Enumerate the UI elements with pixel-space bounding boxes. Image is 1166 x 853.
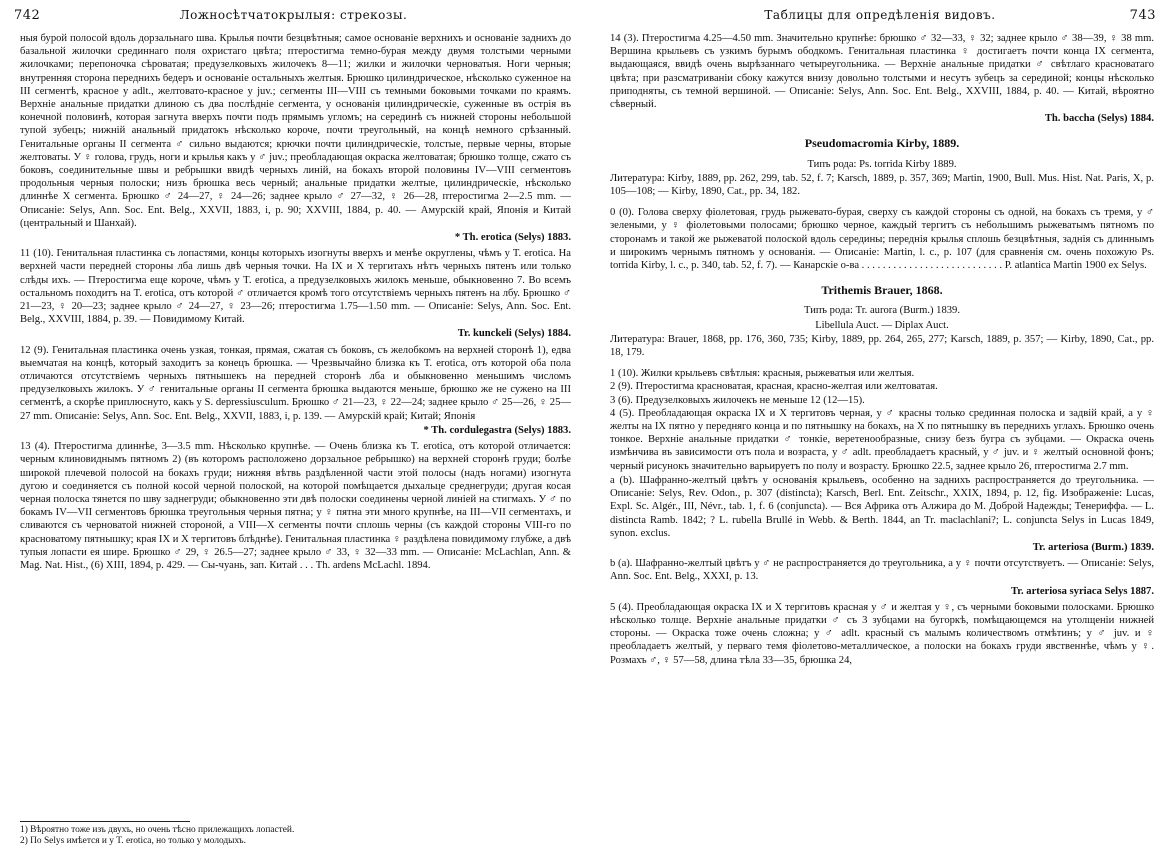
key-entry-a: a (b). Шафранно-желтый цвѣтъ у основанія крыльевъ, особенно на заднихъ распространяется до треугольника. — Описаніе: Selys, Rev. Odon., p. 307 (distincta); Karsch, Berl. Ent. Zeitschr., XXIX, 1894, p. 12, fig. Изображеніе: Lucas, Expl. Sc. Algér., III, Névr., tab. 1, f. 6 (conjuncta). — Вся Африка отъ Алжира до М. Доброй Надежды; Тенериффа. — L. distincta Ramb. 1842; ? L. rubella Brullé in Webb. & Berth. 1844, an Tr. maclachlani?; L. conjuncta Selys in Lucas 1849, synon. exclus.	[610, 474, 1154, 539]
pseudomacromia-entry: 0 (0). Голова сверху фіолетовая, грудь рыжевато-бурая, сверху съ каждой стороны съ одной, на бокахъ съ тремя, у ♂ зелеными, у ♀ фіолетовыми полосами; брюшко черное, каждый тергитъ съ небольшимъ рыжеватымъ пятномъ по сторонамъ и такой же рыжеватой полоской вдоль середины; переднія крылья сплошь безцвѣтныя, заднія съ длиннымъ и широкимъ чернымъ пятномъ у основанія. — Описаніе: Martin, l. c., p. 107 (для сравненія см. очень похожую Ps. torrida Kirby, l. c., p. 340, tab. 52, f. 7). — Канарскіе о-ва . . . . . . . . . . . . . . . . . . . . . . . . . . . P. atlantica Martin 1900 ex Selys.	[610, 207, 1154, 272]
right-page-header	[604, 8, 1156, 28]
key-entry-11: 11 (10). Генитальная пластинка съ лопастями, концы которыхъ изогнуты вверхъ и менѣе округлены, чѣмъ у T. erotica. На верхней части передней стороны лба лишь двѣ черныя точки. На IX и X тергитахъ нѣтъ черныхъ пятенъ или только слѣды ихъ. — Птеростигма еще короче, чѣмъ у T. erotica, а предузелковыхъ жилокъ меньше, обыкновенно 7. Во всемъ остальномъ походитъ на T. erotica, отъ которой ♂ отличается кромѣ того отсутствіемъ черныхъ пятенъ на лбу. Брюшко ♂ 21—23, ♀ 20—23; заднее крыло ♂ 24—27, ♀ 23—26; птеростигма 1.75—1.50 mm. — Описаніе: Selys, Ann. Soc. Ent. Belg., XXVIII, 1884, p. 39. — Повидимому Китай.	[20, 248, 571, 326]
pseudomacromia-literature: Литература: Kirby, 1889, pp. 262, 299, tab. 52, f. 7; Karsch, 1889, p. 357, 369; Martin, 1900, Bull. Mus. Hist. Nat. Paris, X, p. 105—108; — Kirby, 1890, Cat., pp. 34, 182.	[610, 172, 1154, 198]
species-arteriosa-syriaca: Tr. arteriosa syriaca Selys 1887.	[1011, 585, 1154, 597]
erotica-description: ныя бурой полосой вдоль дорзальнаго шва. Крылья почти безцвѣтныя; самое основаніе верхнихъ и основаніе заднихъ до базальной жилочки срединнаго поля охристаго цвѣта; птеростигма темно-бурая между двумя толстыми черными жилочками; перепоночка сѣроватая; предузелковыхъ жилочекъ 8—11; жилки и жилочки черноватыя. Ноги черныя; внутренняя сторона переднихъ бедеръ и основаніе остальныхъ желтыя. Брюшко цилиндрическое, нѣсколько суженное на III сегментѣ, красное у adlt., желтовато-красное у juv.; сегменты III—VIII съ темными боковыми точками по краямъ. Верхніе анальные придатки длиною съ два послѣдніе сегмента, у основанія цилиндрическіе, суженные въ острія въ конечной половинѣ, которая загнута вверхъ почти подъ прямымъ угломъ; на серединѣ съ нижней стороны небольшой тупой зубецъ; нижній анальный придатокъ нѣсколько короче, почти треугольный, на концѣ немного срѣзанный. Генитальные органы II сегмента ♂ сильно выдаются; крючки почти цилиндрическіе, толстые, первые черны, вторые желтоваты. У ♀ голова, грудь, ноги и крылья какъ у ♂ juv.; преобладающая окраска желтоватая; брюшко толще, сжато съ боковъ, соединительные швы и ребрышки ввидѣ черныхъ линій, на бокахъ второй половины IV—VIII сегментовъ продольныя черныя полоски; низъ брюшка весь черный; анальные придатки желтые, цилиндрическіе, нѣсколько длиннѣе X сегмента. Брюшко ♂ 24—27, ♀ 24—26; заднее крыло ♂ 27—32, ♀ 26—28, птеростигма 2—2.5 mm. — Описаніе: Selys, Ann. Soc. Ent. Belg., XXVII, 1883, i, p. 90; XXVIII, 1884, p. 40. — Амурскій край, Японія и Китай (центральный и Шанхай).	[20, 33, 571, 229]
left-page-body	[20, 32, 571, 813]
genus-trithemis: Trithemis Brauer, 1868.	[821, 283, 943, 298]
key-entry-2: 2 (9). Птеростигма красноватая, красная, красно-желтая или желтоватая.	[610, 381, 938, 393]
species-baccha: Th. baccha (Selys) 1884.	[1044, 113, 1154, 125]
genus-pseudomacromia: Pseudomacromia Kirby, 1889.	[804, 136, 960, 151]
footnote-rule	[20, 821, 190, 822]
species-kunckeli: Tr. kunckeli (Selys) 1884.	[457, 328, 571, 340]
key-entry-3: 3 (6). Предузелковыхъ жилочекъ не меньше 12 (12—15).	[610, 394, 865, 406]
left-page-number: 742	[14, 8, 41, 23]
right-page	[590, 0, 1166, 853]
key-entry-14: 14 (3). Птеростигма 4.25—4.50 mm. Значительно крупнѣе: брюшко ♂ 32—33, ♀ 32; заднее крыло ♂ 38—39, ♀ 38 mm. Вершина крыльевъ съ узкимъ бурымъ ободкомъ. Генитальная пластинка ♀ достигаетъ почти конца IX сегмента, выдающаяся, ввидѣ очень вырѣзаннаго четыреугольника. — Верхніе анальные придатки ♂ свѣтлаго красноватаго цвѣта; при разсматриваніи сбоку кажутся внизу довольно толстыми и несутъ зубецъ за серединой; концы нѣсколько приподняты, съ темной вершиной. — Описаніе: Selys, Ann. Soc. Ent. Belg., XXVIII, 1884, p. 40. — Китай, вѣроятно сѣверный.	[610, 33, 1154, 111]
left-running-title: Ложносѣтчатокрылыя: стрекозы.	[179, 8, 408, 22]
trithemis-literature: Литература: Brauer, 1868, pp. 176, 360, 735; Kirby, 1889, pp. 264, 265, 277; Karsch, 1889, p. 357; — Kirby, 1890, Cat., pp. 18, 179.	[610, 333, 1154, 359]
key-entry-1: 1 (10). Жилки крыльевъ свѣтлыя: красныя, рыжеватыя или желтыя.	[610, 368, 915, 380]
species-erotica: * Th. erotica (Selys) 1883.	[454, 232, 571, 244]
species-cordulegastra: * Th. cordulegastra (Selys) 1883.	[423, 424, 571, 436]
footnote-1: 1) Вѣроятно тоже изъ двухъ, но очень тѣсно прилежащихъ лопастей.	[20, 825, 295, 835]
key-entry-4: 4 (5). Преобладающая окраска IX и X тергитовъ черная, у ♂ красны только срединная полоска и задвій край, а у ♀ желты на IX пятно у передняго конца и по пятнышку на бокахъ, на X по пятнышку въ переднихъ углахъ. Брюшко очень тонкое. Верхніе анальные придатки ♂ тонкіе, веретенообразные, снизу безъ бугра съ зубцами. — Окраска очень измѣнчива въ зависимости отъ пола и возраста, у ♂ adlt. преобладаетъ красный, у ♂ juv. и ♀ желтый основной фонъ; черный рисунокъ значительно варьируетъ по полу и возрасту. Брюшко 22.5, заднее крыло 26, птеростигма 2.7 mm.	[610, 407, 1154, 472]
footnote-2: 2) По Selys имѣется и у T. erotica, но только у молодыхъ.	[20, 836, 247, 846]
species-arteriosa: Tr. arteriosa (Burm.) 1839.	[1032, 541, 1154, 553]
right-page-body	[610, 32, 1154, 813]
key-entry-b: b (a). Шафранно-желтый цвѣтъ у ♂ не распространяется до треугольника, а у ♀ почти отсутствуетъ. — Описаніе: Selys, Ann. Soc. Ent. Belg., XXXI, p. 13.	[610, 558, 1154, 583]
trithemis-type: Типъ рода: Tr. aurora (Burm.) 1839.	[803, 305, 960, 317]
left-footnotes	[20, 821, 571, 847]
key-entry-12: 12 (9). Генитальная пластинка очень узкая, тонкая, прямая, сжатая съ боковъ, съ желобкомъ на верхней сторонѣ 1), едва выемчатая на концѣ, который заходитъ за конецъ брюшка. — Чрезвычайно близка къ T. erotica, отъ которой оба пола отличаются отсутствіемъ черныхъ пятнышекъ на передней сторонѣ лба и обыкновенно меньшимъ числомъ предузелковыхъ жилокъ. У ♂ генитальные органы II сегмента брюшка выдаются меньше, брюшко же не сужено на III сегментѣ, а скорѣе приплюснуто, какъ у S. depressiusculum. Брюшко ♂ 21—23, ♀ 22—24; заднее крыло ♂ 25—26, ♀ 25—27 mm. Описаніе: Selys, Ann. Soc. Ent. Belg., XXVII, 1883, i, p. 139. — Амурскій край; Китай; Японія	[20, 344, 571, 422]
pseudomacromia-type: Типъ рода: Ps. torrida Kirby 1889.	[807, 158, 957, 170]
left-page-header	[14, 8, 573, 28]
key-entry-13: 13 (4). Птеростигма длиннѣе, 3—3.5 mm. Нѣсколько крупнѣе. — Очень близка къ T. erotica, отъ которой отличается: черным клиновиднымъ пятномъ 2) (въ которомъ расположено дорзальное ребрышко) на верхней сторонѣ груди; болѣе широкой плечевой полосой на бокахъ груди; нижняя вѣтвь раздѣленной части этой полосы (надъ ногами) изогнута дугою и соединяется съ полной косой черной полоской, на которой помѣщается дыхальце среднегруди; другая косая черная полоска тянется по шву заднегруди; обыкновенно эти двѣ полоски соединены черной линіей на стигмахъ. У ♂ по бокамъ IV—VII сегментовъ брюшка треугольныя черныя пятна; у ♀ пятна эти много крупнѣе, на III—VII сегментахъ, и сливаются съ черноватой нижней стороной, а VIII—X сегменты почти сплошь черны (съ каждой стороны VIII-го по красноватому пятнышку; края IX и X тергитовъ блѣднѣе). Генитальная пластинка ♀ раздѣлена повидимому глубже, а двѣ тупыя лопасти ея шире. Брюшко ♂ 29, ♀ 26.5—27; заднее крыло ♂ 33, ♀ 32—33 mm. — Описаніе: McLachlan, Ann. & Mag. Nat. Hist., (6) XIII, 1894, p. 429. — Сы-чуань, зап. Китай . . . Th. ardens McLachl. 1894.	[20, 441, 571, 571]
right-running-title: Таблицы для опредѣленія видовъ.	[764, 8, 996, 22]
trithemis-synonyms: Libellula Auct. — Diplax Auct.	[815, 319, 949, 331]
right-page-number: 743	[1129, 8, 1156, 23]
key-entry-5: 5 (4). Преобладающая окраска IX и X тергитовъ красная у ♂ и желтая у ♀, съ черными боковыми полосками. Брюшко нѣсколько толще. Верхніе анальные придатки ♂ съ 3 зубцами на бугоркѣ, помѣщающемся на утолщеніи нижней стороны. — Окраска тоже очень сложна; у ♂ adlt. красный съ малымъ количествомъ отмѣтинъ; у ♂ juv. и ♀ преобладаетъ желтый, у перваго темя фіолетово-металлическое, а полоски на бокахъ груди явственнѣе, чѣмъ у ♀. Розмахъ ♂, ♀ 57—58, длина тѣла 33—35, брюшка 24,	[610, 601, 1154, 666]
